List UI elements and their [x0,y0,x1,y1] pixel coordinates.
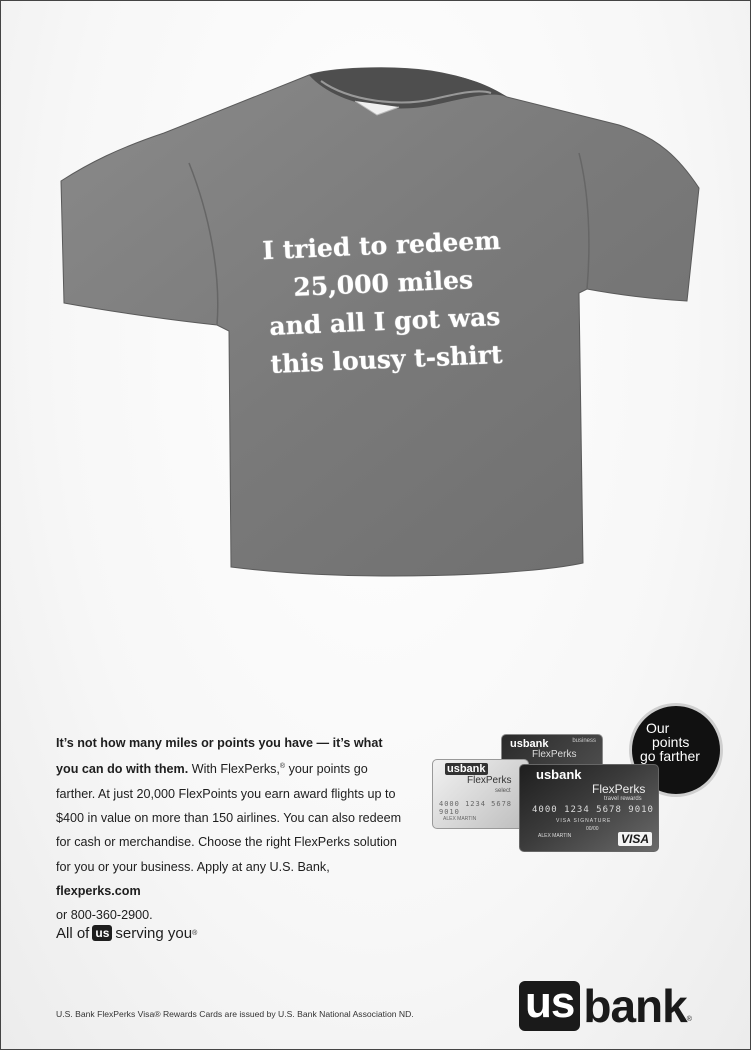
badge-line: points [652,734,690,751]
tagline-pre: All of [56,924,90,942]
card-tier: select [495,788,511,794]
card-tier: travel rewards [604,796,642,802]
flexperks-travel-rewards-card [519,764,659,852]
slogan-line: I tried to redeem [261,225,502,266]
us-mark: us [92,925,112,941]
slogan-line: and all I got was [268,301,501,342]
tagline-post: serving you [115,924,193,942]
logo-bank: bank [583,980,687,1032]
logo-us: us [519,981,580,1031]
website-link[interactable]: flexperks.com [56,883,141,898]
lead-headline: It’s not how many miles or points you have — it’s what you can do with them. [56,736,383,777]
card-tier: business [572,738,596,744]
tagline [56,922,197,944]
copy-text: With FlexPerks, [188,762,280,777]
usbank-logo [519,978,692,1032]
badge-line: go farther [632,749,720,779]
card-product: FlexPerks [592,782,646,796]
card-holder: ALEX MARTIN [443,816,477,822]
slogan-line: this lousy t-shirt [269,339,504,379]
visa-logo: VISA [618,832,652,846]
registered-mark: ® [279,763,286,771]
card-expiry: 00/00 [586,826,599,832]
card-product: FlexPerks [532,749,577,760]
card-brand: usbank [510,738,549,750]
disclaimer: U.S. Bank FlexPerks Visa® Rewards Cards are issued by U.S. Bank National Association ND. [56,1009,414,1019]
registered-mark: ® [192,929,198,937]
card-number: 4000 1234 5678 9010 [532,805,654,815]
badge-line: Our [646,720,670,737]
card-network-line: VISA SIGNATURE [556,818,612,824]
slogan-line: 25,000 miles [292,265,474,302]
tshirt-slogan [216,220,552,386]
card-brand: usbank [536,767,582,782]
card-number: 4000 1234 5678 9010 [439,800,513,816]
card-holder: ALEX MARTIN [538,833,572,839]
body-copy [56,731,406,928]
registered-mark: ® [686,1016,692,1023]
card-brand: usbank [447,763,486,775]
phone-number: or 800-360-2900. [56,908,153,923]
card-product: FlexPerks [467,775,512,786]
copy-text: your points go farther. At just 20,000 FlexPoints you earn award flights up to $400 in value on more than 150 airlines. You can also redeem for cash or merchandise. Choose the right FlexPerks solution for you or your business. Apply at any U.S. Bank, [56,762,402,874]
flexperks-select-card [432,759,529,829]
